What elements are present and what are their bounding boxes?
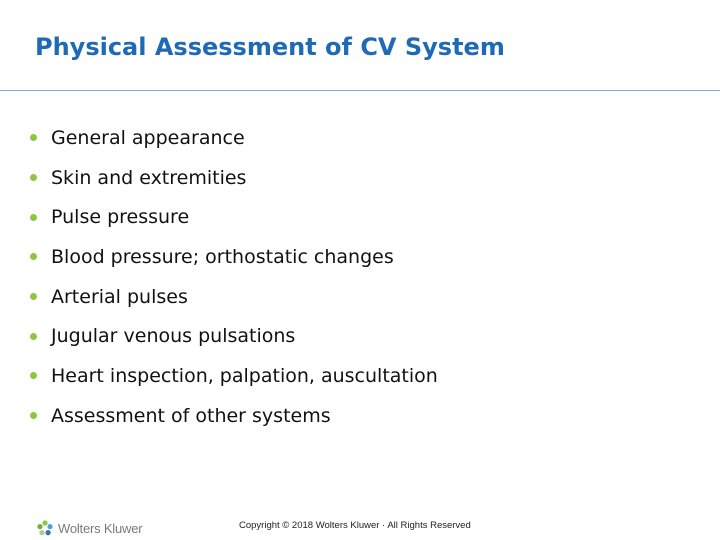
copyright-notice: Copyright © 2018 Wolters Kluwer · All Rights Reserved [239,520,471,531]
bullet-dot-icon [30,333,37,340]
bullet-list [30,118,438,436]
bullet-item [30,316,438,356]
bullet-text: Blood pressure; orthostatic changes [51,245,394,268]
title-divider [0,90,720,91]
bullet-item [30,197,438,237]
wolters-kluwer-logo-icon [36,519,54,537]
bullet-dot-icon [30,214,37,221]
logo-text: Wolters Kluwer [58,520,143,536]
bullet-item [30,396,438,436]
wolters-kluwer-logo [36,519,142,537]
bullet-item [30,158,438,198]
bullet-item [30,237,438,277]
bullet-text: Pulse pressure [51,206,190,229]
bullet-dot-icon [30,174,37,181]
bullet-item [30,277,438,317]
bullet-text: Arterial pulses [51,285,188,308]
slide-title: Physical Assessment of CV System [35,33,505,61]
bullet-text: General appearance [51,126,245,149]
bullet-text: Jugular venous pulsations [51,325,296,348]
bullet-text: Assessment of other systems [51,404,331,427]
bullet-dot-icon [30,412,37,419]
bullet-item [30,118,438,158]
bullet-item [30,356,438,396]
bullet-text: Skin and extremities [51,166,247,189]
bullet-text: Heart inspection, palpation, auscultation [51,364,438,387]
bullet-dot-icon [30,372,37,379]
bullet-dot-icon [30,293,37,300]
bullet-dot-icon [30,253,37,260]
bullet-dot-icon [30,134,37,141]
